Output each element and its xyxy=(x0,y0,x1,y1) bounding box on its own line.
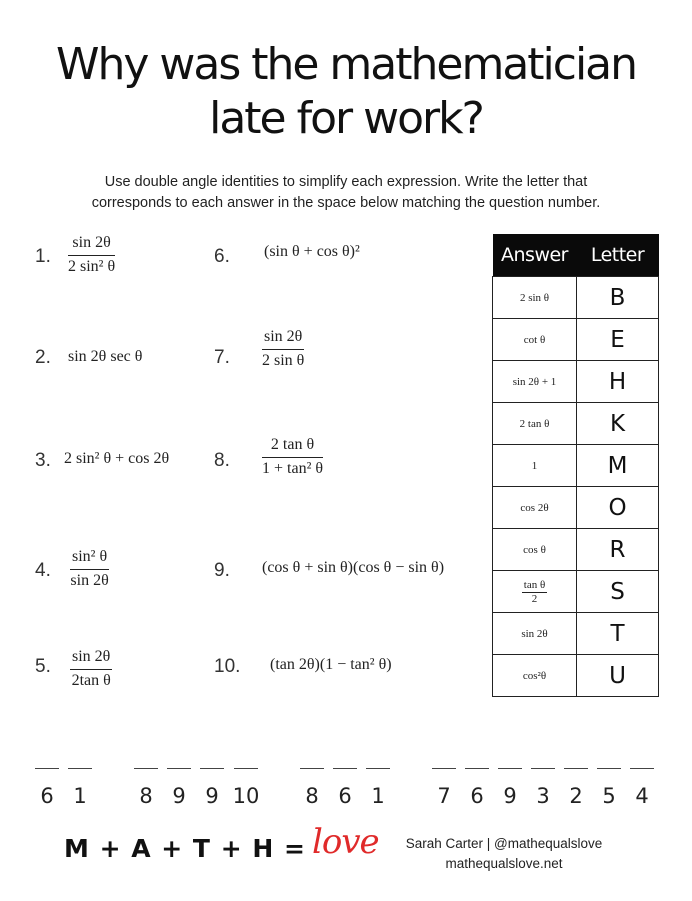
answer-blank[interactable] xyxy=(68,768,92,769)
letter-cell: M xyxy=(577,445,659,487)
title-line-1: Why was the mathematician xyxy=(55,39,637,90)
blank-number: 6 xyxy=(40,784,54,808)
question-number: 5. xyxy=(35,656,51,677)
question-number: 3. xyxy=(35,450,51,471)
table-row xyxy=(493,277,659,319)
denominator: 2tan θ xyxy=(71,672,111,689)
love-script-logo: love xyxy=(312,822,379,862)
answer-cell xyxy=(493,571,577,613)
question-2-expression: sin 2θ sec θ xyxy=(68,348,143,365)
worksheet-title xyxy=(0,38,692,146)
blank-number: 8 xyxy=(139,784,153,808)
numerator: sin 2θ xyxy=(68,234,115,256)
blank-number: 9 xyxy=(503,784,517,808)
question-number: 8. xyxy=(214,450,230,471)
blank-number: 6 xyxy=(470,784,484,808)
credit-line-2: mathequalslove.net xyxy=(445,856,563,871)
blank-number: 6 xyxy=(338,784,352,808)
table-row xyxy=(493,613,659,655)
answer-blank[interactable] xyxy=(432,768,456,769)
question-5-expression xyxy=(70,648,112,690)
answer-blank[interactable] xyxy=(134,768,158,769)
letter-cell: B xyxy=(577,277,659,319)
letter-cell: O xyxy=(577,487,659,529)
answer-blank[interactable] xyxy=(200,768,224,769)
letter-cell: S xyxy=(577,571,659,613)
blank-number: 2 xyxy=(569,784,583,808)
author-credit xyxy=(384,834,624,874)
denominator: sin 2θ xyxy=(70,572,109,589)
question-number: 6. xyxy=(214,246,230,267)
table-row xyxy=(493,319,659,361)
letter-cell: E xyxy=(577,319,659,361)
blank-number: 10 xyxy=(232,784,260,808)
header-answer: Answer xyxy=(493,234,577,277)
answer-cell: 2 sin θ xyxy=(493,277,577,319)
header-letter: Letter xyxy=(577,234,659,277)
blank-number: 9 xyxy=(172,784,186,808)
table-row xyxy=(493,403,659,445)
question-number: 9. xyxy=(214,560,230,581)
answer-blank[interactable] xyxy=(564,768,588,769)
answer-blank[interactable] xyxy=(498,768,522,769)
numerator: sin 2θ xyxy=(262,328,304,350)
denominator: 1 + tan² θ xyxy=(262,460,324,477)
answer-cell: cos θ xyxy=(493,529,577,571)
answer-blank[interactable] xyxy=(531,768,555,769)
question-1-expression xyxy=(68,234,115,276)
answer-blank[interactable] xyxy=(167,768,191,769)
instructions xyxy=(30,172,662,214)
title-line-2: late for work? xyxy=(209,93,483,144)
credit-line-1: Sarah Carter | @mathequalslove xyxy=(405,836,603,851)
answer-blank[interactable] xyxy=(35,768,59,769)
answer-blank[interactable] xyxy=(597,768,621,769)
numerator: 2 tan θ xyxy=(262,436,323,458)
math-equals-logo: M + A + T + H = xyxy=(64,834,306,863)
table-row xyxy=(493,445,659,487)
answer-blank[interactable] xyxy=(630,768,654,769)
blank-number: 5 xyxy=(602,784,616,808)
question-number: 2. xyxy=(35,347,51,368)
blank-number: 4 xyxy=(635,784,649,808)
table-row xyxy=(493,571,659,613)
denominator: 2 xyxy=(531,592,538,605)
blank-number: 1 xyxy=(371,784,385,808)
answer-cell: sin 2θ xyxy=(493,613,577,655)
question-7-expression xyxy=(262,328,304,370)
answer-cell: cot θ xyxy=(493,319,577,361)
blank-number: 8 xyxy=(305,784,319,808)
letter-cell: U xyxy=(577,655,659,697)
question-number: 10. xyxy=(214,656,241,677)
blank-number: 3 xyxy=(536,784,550,808)
table-row xyxy=(493,655,659,697)
answer-blank[interactable] xyxy=(300,768,324,769)
letter-cell: H xyxy=(577,361,659,403)
answer-blank[interactable] xyxy=(234,768,258,769)
question-number: 1. xyxy=(35,246,51,267)
numerator: sin 2θ xyxy=(70,648,112,670)
question-number: 4. xyxy=(35,560,51,581)
table-row xyxy=(493,361,659,403)
numerator: sin² θ xyxy=(70,548,109,570)
question-4-expression xyxy=(70,548,109,590)
question-3-expression: 2 sin² θ + cos 2θ xyxy=(64,450,170,467)
instructions-line-2: corresponds to each answer in the space below matching the question number. xyxy=(91,195,601,211)
letter-cell: R xyxy=(577,529,659,571)
denominator: 2 sin θ xyxy=(262,352,305,369)
instructions-line-1: Use double angle identities to simplify each expression. Write the letter that xyxy=(104,174,588,190)
answer-cell: cos 2θ xyxy=(493,487,577,529)
answer-blank[interactable] xyxy=(333,768,357,769)
blank-number: 1 xyxy=(73,784,87,808)
answer-cell: cos²θ xyxy=(493,655,577,697)
blank-number: 9 xyxy=(205,784,219,808)
question-10-expression: (tan 2θ)(1 − tan² θ) xyxy=(270,656,392,673)
table-row xyxy=(493,487,659,529)
letter-cell: T xyxy=(577,613,659,655)
answer-key-header xyxy=(493,234,659,277)
question-9-expression: (cos θ + sin θ)(cos θ − sin θ) xyxy=(262,559,445,576)
table-row xyxy=(493,529,659,571)
question-6-expression: (sin θ + cos θ)² xyxy=(264,243,360,260)
question-8-expression xyxy=(262,436,323,478)
answer-cell: sin 2θ + 1 xyxy=(493,361,577,403)
letter-cell: K xyxy=(577,403,659,445)
answer-cell: 2 tan θ xyxy=(493,403,577,445)
numerator: tan θ xyxy=(523,578,546,591)
answer-blank[interactable] xyxy=(366,768,390,769)
question-number: 7. xyxy=(214,347,230,368)
answer-blank[interactable] xyxy=(465,768,489,769)
answer-key-table xyxy=(492,234,659,697)
answer-cell: 1 xyxy=(493,445,577,487)
denominator: 2 sin² θ xyxy=(68,258,116,275)
answer-fraction xyxy=(522,579,547,605)
blank-number: 7 xyxy=(437,784,451,808)
